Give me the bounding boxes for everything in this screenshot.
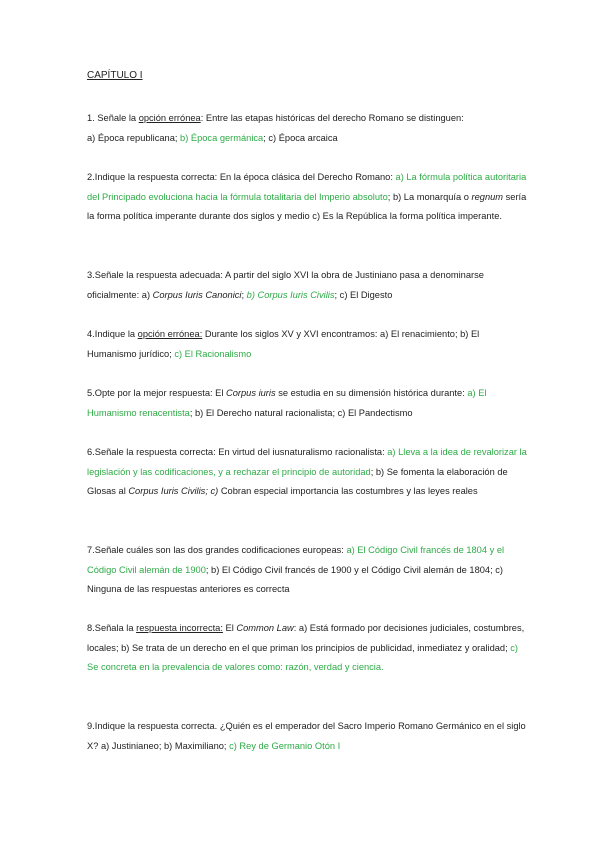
question-2 — [87, 168, 527, 227]
question-text: El — [222, 623, 237, 633]
emphasis-underlined: opción errónea: — [137, 329, 203, 339]
option-text: ; — [241, 289, 247, 300]
emphasis-italic: Corpus Iuris Civilis; c) — [128, 486, 219, 496]
option-text: ; c) Época arcaica — [263, 132, 338, 143]
option-text: ; b) El Código Civil francés de 1900 y el Código Civil alemán de 1804; c) Ninguna de las respuestas anteriores es correcta — [87, 564, 504, 594]
question-6 — [87, 443, 527, 502]
correct-answer: a) El Código Civil francés de 1804 y el Código Civil alemán de 1900 — [87, 545, 505, 575]
emphasis-underlined: opción errónea — [138, 113, 201, 123]
option-text: a) Época republicana; — [87, 132, 181, 143]
question-text: 8.Señala la — [87, 623, 137, 633]
option-text: ; b) El Derecho natural racionalista; c) El Pandectismo — [189, 407, 413, 418]
correct-answer: c) El Racionalismo — [174, 348, 252, 359]
correct-answer: a) La fórmula política autoritaria del Principado evoluciona hacia la fórmula totalitaria del Imperio absoluto — [87, 172, 527, 202]
question-text: 5.Opte por la mejor respuesta: El — [87, 388, 227, 398]
correct-answer: a) El Humanismo renacentista — [87, 388, 487, 418]
correct-answer: c) Rey de Germanio Otón I — [229, 740, 341, 751]
emphasis-italic: regnum — [471, 191, 504, 202]
question-text: 1. Señale la — [87, 113, 139, 123]
option-text: Durante los siglos XV y XVI encontramos: a) El renacimiento; b) El Humanismo jurídico; — [87, 329, 480, 359]
emphasis-italic: Common Law — [236, 623, 294, 633]
question-text: 3.Señale la respuesta adecuada: A partir del siglo XVI la obra de Justiniano pasa a denominarse oficialmente: a) — [87, 270, 484, 300]
question-text: 4.Indique la — [87, 329, 138, 339]
question-text: 7.Señale cuáles son las dos grandes codificaciones europeas: — [87, 545, 347, 555]
question-4 — [87, 325, 527, 364]
question-9 — [87, 717, 527, 756]
question-7 — [87, 541, 527, 600]
emphasis-italic: Corpus Iuris Canonici — [152, 289, 242, 300]
question-1 — [87, 109, 527, 148]
question-5 — [87, 384, 527, 423]
option-text: sería la forma política imperante durante dos siglos y medio c) Es la República la forma política imperante. — [87, 191, 527, 221]
question-3 — [87, 266, 527, 305]
chapter-title: CAPÍTULO I — [87, 70, 143, 81]
question-text: se estudia en su dimensión histórica durante: — [275, 388, 468, 398]
option-text: ; c) El Digesto — [334, 289, 393, 300]
question-text: 2.Indique la respuesta correcta: En la época clásica del Derecho Romano: — [87, 172, 396, 182]
correct-answer: b) Corpus Iuris Civilis — [246, 289, 335, 300]
question-8 — [87, 619, 527, 678]
option-text: ; b) Se fomenta la elaboración de Glosas al — [87, 466, 508, 496]
emphasis-italic: Corpus iuris — [226, 388, 276, 398]
correct-answer: a) Lleva a la idea de revalorizar la legislación y las codificaciones, y a rechazar el principio de autoridad — [87, 447, 527, 477]
option-text: : a) Está formado por decisiones judiciales, costumbres, locales; b) Se trata de un derecho en el que priman los principios de publicidad, inmediatez y oralidad; — [87, 623, 525, 653]
question-text: : Entre las etapas históricas del derecho Romano se distinguen: — [200, 113, 464, 123]
emphasis-underlined: respuesta incorrecta: — [136, 623, 223, 633]
option-text: ; b) La monarquía o — [387, 191, 472, 202]
correct-answer: b) Época germánica — [180, 132, 264, 143]
question-text: 6.Señale la respuesta correcta: En virtud del iusnaturalismo racionalista: — [87, 447, 388, 457]
correct-answer: c) Se concreta en la prevalencia de valores como: razón, verdad y ciencia. — [87, 642, 519, 672]
option-text: Cobran especial importancia las costumbres y las leyes reales — [218, 486, 478, 496]
question-text: 9.Indique la respuesta correcta. ¿Quién es el emperador del Sacro Imperio Romano Germánico en el siglo X? a) Justinianeo; b) Maximiliano; — [87, 721, 526, 751]
